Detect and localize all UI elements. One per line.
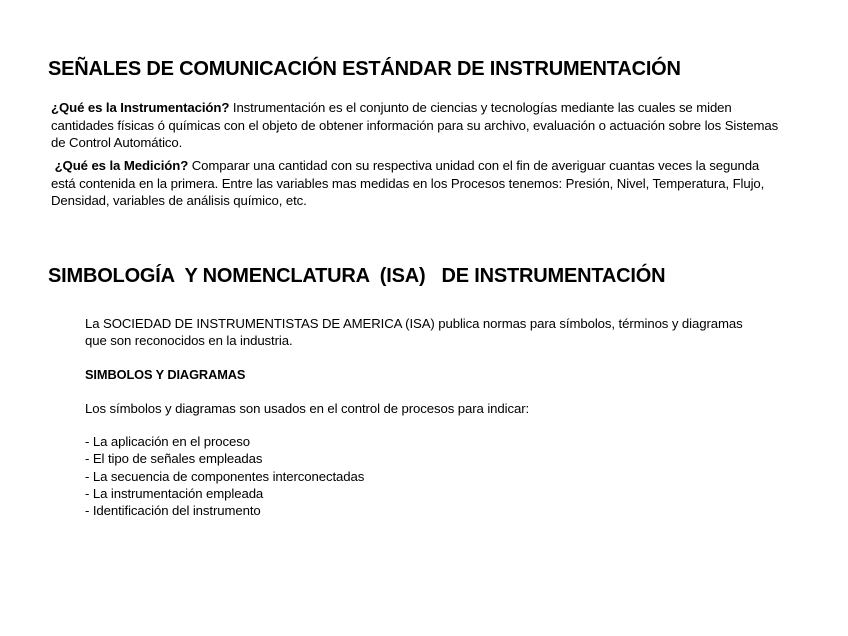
isa-intro-text: La SOCIEDAD DE INSTRUMENTISTAS DE AMERICA (ISA) publica normas para símbolos, términos y diagramas que son reconocidos en la industria. bbox=[85, 316, 743, 349]
list-item: - Identificación del instrumento bbox=[85, 503, 261, 519]
answer-measurement: Comparar una cantidad con su respectiva unidad con el fin de averiguar cuantas veces la segunda está contenida en la primera. Entre las variables mas medidas en los Procesos tenemos: Presión, Nivel, Temperatura, Flujo, Densidad, variables de análisis químico, etc. bbox=[51, 158, 765, 208]
symbols-subheading: SIMBOLOS Y DIAGRAMAS bbox=[85, 367, 246, 382]
list-item: - La aplicación en el proceso bbox=[85, 434, 250, 449]
section-title-symbology: SIMBOLOGÍA Y NOMENCLATURA (ISA) DE INSTRUMENTACIÓN bbox=[48, 265, 666, 287]
question-measurement: ¿Qué es la Medición? bbox=[54, 158, 189, 173]
paragraph-instrumentation bbox=[51, 99, 781, 152]
list-item: - El tipo de señales empleadas bbox=[85, 451, 263, 467]
symbols-purpose-list bbox=[85, 433, 765, 519]
list-item: - La instrumentación empleada bbox=[85, 485, 264, 501]
section-title-signals: SEÑALES DE COMUNICACIÓN ESTÁNDAR DE INSTRUMENTACIÓN bbox=[48, 58, 681, 80]
paragraph-measurement bbox=[51, 157, 781, 210]
list-item: - La secuencia de componentes interconectadas bbox=[85, 468, 365, 484]
question-instrumentation: ¿Qué es la Instrumentación? bbox=[51, 100, 230, 115]
symbols-lead-text: Los símbolos y diagramas son usados en el control de procesos para indicar: bbox=[85, 401, 530, 416]
answer-instrumentation: Instrumentación es el conjunto de ciencias y tecnologías mediante las cuales se miden cantidades físicas ó químicas con el objeto de obtener información para su archivo, evaluación o actuación sobre los Sistemas de Control Automático. bbox=[51, 100, 779, 150]
